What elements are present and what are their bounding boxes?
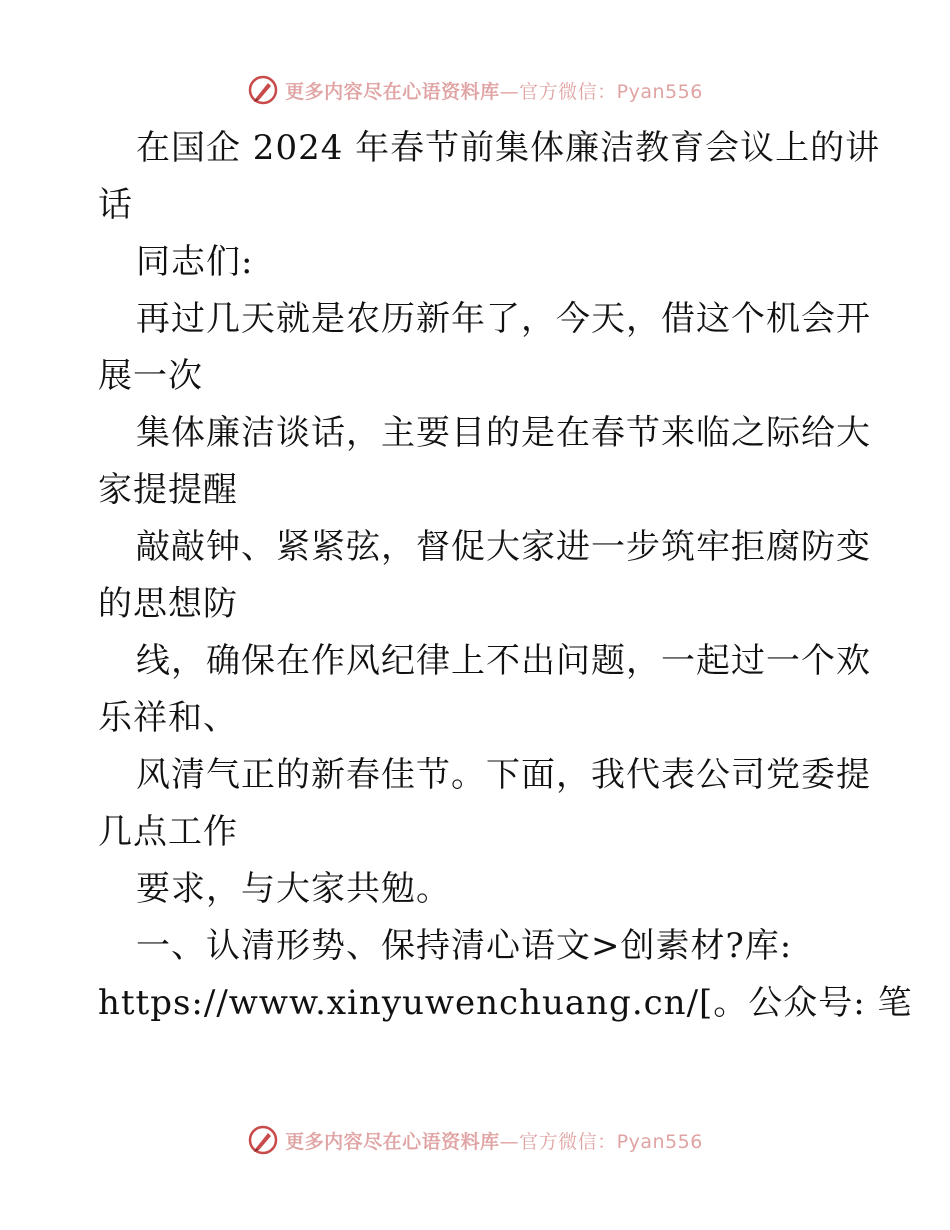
paragraph-line: 的思想防 bbox=[98, 584, 238, 624]
paragraph-line: 敲敲钟、紧紧弦，督促大家进一步筑牢拒腐防变 bbox=[136, 527, 871, 567]
paragraph-line: 要求，与大家共勉。 bbox=[136, 869, 451, 909]
paragraph-line: 家提提醒 bbox=[98, 470, 238, 510]
banner-contact: 官方微信：Pyan556 bbox=[519, 80, 703, 103]
banner-main-text: 更多内容尽在心语资料库 bbox=[285, 1130, 500, 1153]
salutation: 同志们: bbox=[136, 242, 254, 282]
paragraph-line: 展一次 bbox=[98, 356, 203, 396]
banner-separator: — bbox=[499, 1130, 520, 1153]
banner-separator: — bbox=[499, 80, 520, 103]
paragraph-line: 乐祥和、 bbox=[98, 698, 238, 738]
banner-text bbox=[285, 77, 703, 104]
paragraph-line: 再过几天就是农历新年了，今天，借这个机会开 bbox=[136, 299, 871, 339]
section-heading: 一、认清形势、保持清心语文>创素材?库: bbox=[136, 926, 793, 966]
pen-logo-icon bbox=[247, 1124, 279, 1156]
pen-logo-icon bbox=[247, 74, 279, 106]
banner-text bbox=[285, 1127, 703, 1154]
banner-main-text: 更多内容尽在心语资料库 bbox=[285, 80, 500, 103]
title-line-continued: 话 bbox=[98, 185, 133, 225]
url-line: https://www.xinyuwenchuang.cn/[。公众号: 笔 bbox=[98, 983, 913, 1023]
paragraph-line: 风清气正的新春佳节。下面，我代表公司党委提 bbox=[136, 755, 871, 795]
paragraph-line: 线，确保在作风纪律上不出问题，一起过一个欢 bbox=[136, 641, 871, 681]
document-body bbox=[98, 120, 913, 1032]
title-line: 在国企 2024 年春节前集体廉洁教育会议上的讲 bbox=[136, 128, 881, 168]
header-banner bbox=[0, 70, 950, 110]
footer-banner bbox=[0, 1120, 950, 1160]
banner-contact: 官方微信：Pyan556 bbox=[519, 1130, 703, 1153]
paragraph-line: 几点工作 bbox=[98, 812, 238, 852]
paragraph-line: 集体廉洁谈话，主要目的是在春节来临之际给大 bbox=[136, 413, 871, 453]
